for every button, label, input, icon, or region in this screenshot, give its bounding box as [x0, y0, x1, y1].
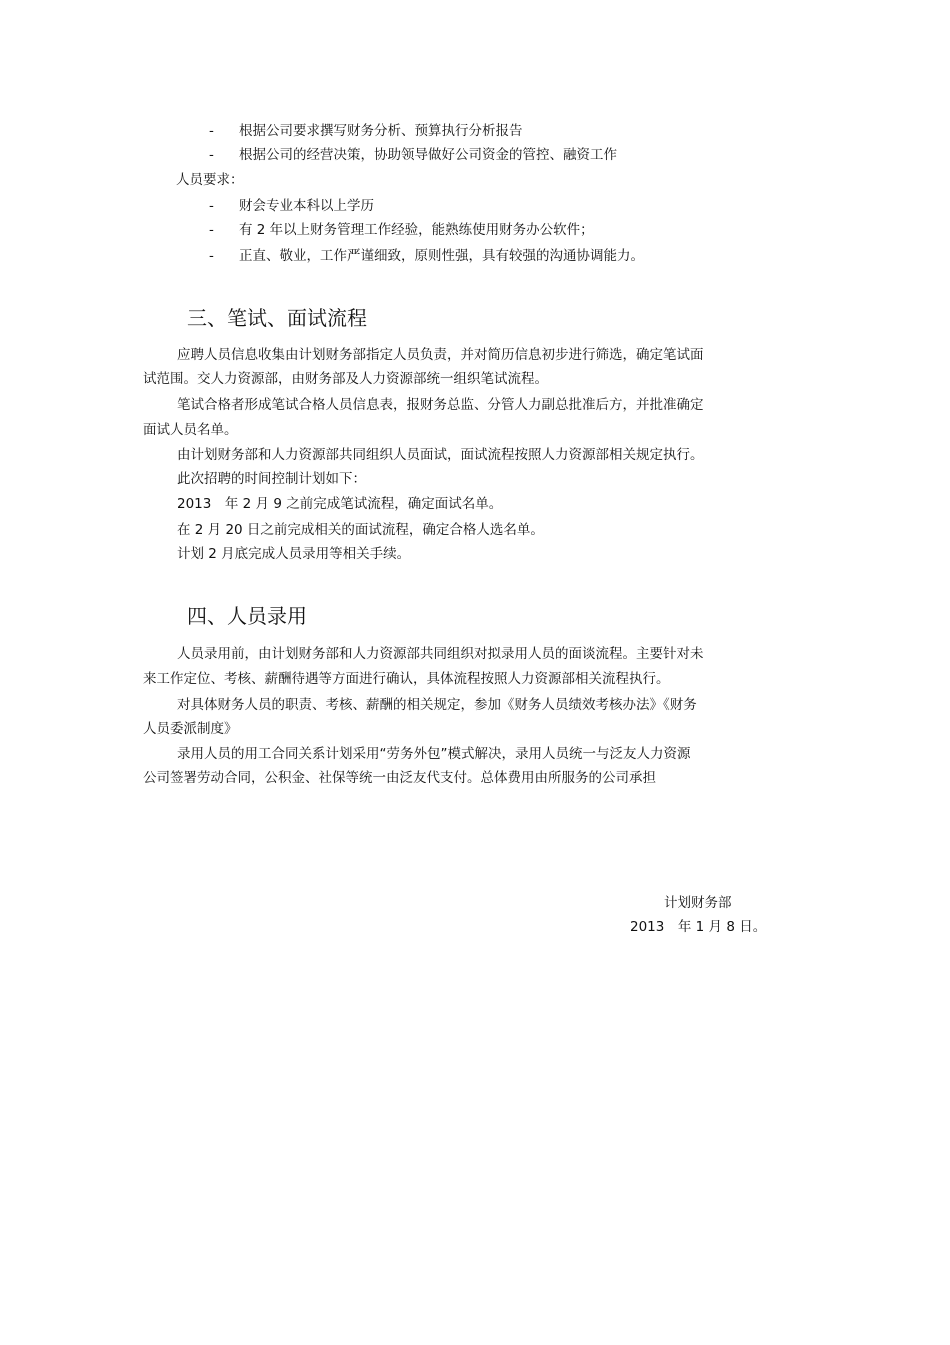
section-4-paragraph-3-line-2: 公司签署劳动合同，公积金、社保等统一由泛友代支付。总体费用由所服务的公司承担	[143, 770, 656, 786]
bullet-marker: -	[209, 147, 214, 163]
bullet-marker: -	[209, 248, 214, 264]
section-3-paragraph-1-line-1: 应聘人员信息收集由计划财务部指定人员负责，并对简历信息初步进行筛选，确定笔试面	[177, 347, 704, 363]
section-4-paragraph-2-line-2: 人员委派制度》	[143, 721, 238, 737]
requirement-item-3: 正直、敬业，工作严谨细致，原则性强，具有较强的沟通协调能力。	[239, 248, 644, 264]
requirement-item-1: 财会专业本科以上学历	[239, 198, 374, 214]
signature-date: 2013 年 1 月 8 日。	[630, 919, 767, 935]
section-4-paragraph-3-line-1: 录用人员的用工合同关系计划采用“劳务外包”模式解决，录用人员统一与泛友人力资源	[177, 746, 691, 762]
section-4-paragraph-1-line-2: 来工作定位、考核、薪酬待遇等方面进行确认，具体流程按照人力资源部相关流程执行。	[143, 671, 670, 687]
section-3-heading: 三、笔试、面试流程	[187, 306, 367, 330]
section-3-paragraph-2-line-2: 面试人员名单。	[143, 422, 238, 438]
section-3-paragraph-2-line-1: 笔试合格者形成笔试合格人员信息表，报财务总监、分管人力副总批准后方，并批准确定	[177, 397, 704, 413]
section-3-paragraph-6: 在 2 月 20 日之前完成相关的面试流程，确定合格人选名单。	[177, 522, 544, 538]
bullet-marker: -	[209, 198, 214, 214]
requirement-item-2: 有 2 年以上财务管理工作经验，能熟练使用财务办公软件；	[239, 222, 594, 238]
section-3-paragraph-3: 由计划财务部和人力资源部共同组织人员面试，面试流程按照人力资源部相关规定执行。	[177, 447, 704, 463]
section-3-paragraph-5: 2013 年 2 月 9 之前完成笔试流程，确定面试名单。	[177, 496, 503, 512]
bullet-marker: -	[209, 222, 214, 238]
section-3-paragraph-4: 此次招聘的时间控制计划如下：	[177, 471, 366, 487]
section-3-paragraph-7: 计划 2 月底完成人员录用等相关手续。	[177, 546, 411, 562]
requirements-label: 人员要求：	[176, 172, 244, 188]
signature-department: 计划财务部	[664, 895, 732, 911]
section-4-paragraph-2-line-1: 对具体财务人员的职责、考核、薪酬的相关规定，参加《财务人员绩效考核办法》《财务	[177, 697, 697, 713]
bullet-marker: -	[209, 123, 214, 139]
section-4-heading: 四、人员录用	[187, 604, 307, 628]
duty-item-2: 根据公司的经营决策，协助领导做好公司资金的管控、融资工作	[239, 147, 617, 163]
section-3-paragraph-1-line-2: 试范围。交人力资源部，由财务部及人力资源部统一组织笔试流程。	[143, 371, 548, 387]
section-4-paragraph-1-line-1: 人员录用前，由计划财务部和人力资源部共同组织对拟录用人员的面谈流程。主要针对未	[177, 646, 704, 662]
duty-item-1: 根据公司要求撰写财务分析、预算执行分析报告	[239, 123, 523, 139]
